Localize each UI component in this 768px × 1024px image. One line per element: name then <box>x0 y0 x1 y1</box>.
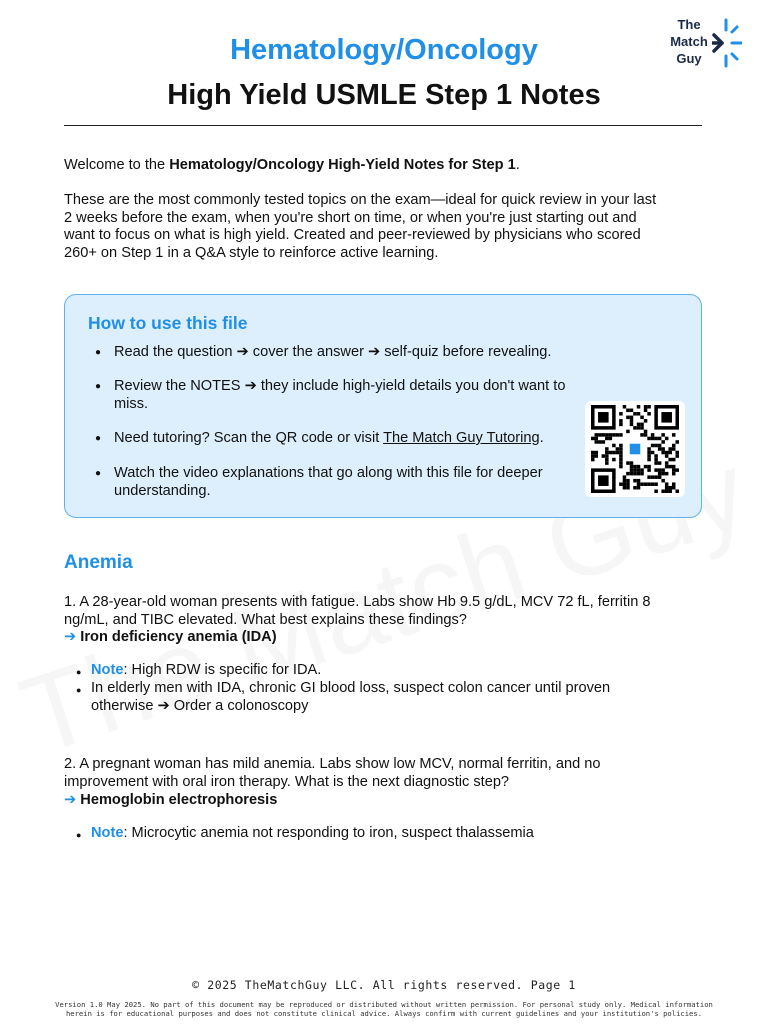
how-to-use-box: How to use this file ● Read the question ➔ cover the answer ➔ self-quiz before revealing. ● Review the NOTES ➔ they include high-yield details you don't want to miss. ● Need tutoring? Scan the QR code or visit The Match Guy Tutoring. ● Watch the video explanations that go along with this file for deeper understanding. <box>64 294 702 518</box>
answer-1: ➔ Iron deficiency anemia (IDA) <box>64 629 277 645</box>
header-divider <box>64 125 702 126</box>
qr-code[interactable] <box>585 401 685 497</box>
page-subtitle: High Yield USMLE Step 1 Notes <box>167 79 601 111</box>
question-1: 1. A 28-year-old woman presents with fatigue. Labs show Hb 9.5 g/dL, MCV 72 fL, ferritin 8 ng/mL, and TIBC elevated. What best explains these findings? <box>64 594 651 628</box>
logo-line2: Match <box>670 34 708 49</box>
logo-line3: Guy <box>676 51 702 66</box>
welcome-line: Welcome to the Hematology/Oncology High-Yield Notes for Step 1. <box>64 157 520 173</box>
arrow-right-icon: ➔ <box>64 629 77 645</box>
arrow-right-icon: ➔ <box>64 792 77 808</box>
footer-disclaimer: Version 1.0 May 2025. No part of this document may be reproduced or distributed without written permission. For personal study only. Medical information herein is for educational purposes and does not constitute clinical advice. Always confirm with current guidelines and your institution's policies. <box>55 1000 713 1018</box>
section-title-anemia: Anemia <box>64 552 133 573</box>
answer-2: ➔ Hemoglobin electrophoresis <box>64 792 278 808</box>
intro-paragraph: These are the most commonly tested topics on the exam—ideal for quick review in your last 2 weeks before the exam, when you're short on time, or when you're just starting out and want to focus on what is high yield. Created and peer-reviewed by physicians who scored 260+ on Step 1 in a Q&A style to reinforce active learning. <box>64 192 657 261</box>
how-to-use-title: How to use this file <box>88 313 248 333</box>
page-title: Hematology/Oncology <box>230 34 538 66</box>
welcome-bold: Hematology/Oncology High-Yield Notes for Step 1 <box>169 157 516 173</box>
logo-line1: The <box>677 17 701 32</box>
footer-copyright: © 2025 TheMatchGuy LLC. All rights reserved. Page 1 <box>192 978 576 992</box>
tutoring-link[interactable]: The Match Guy Tutoring <box>383 430 540 446</box>
question-2: 2. A pregnant woman has mild anemia. Labs show low MCV, normal ferritin, and no improvement with oral iron therapy. What is the next diagnostic step? <box>64 756 601 790</box>
qr-code-icon <box>589 405 681 493</box>
